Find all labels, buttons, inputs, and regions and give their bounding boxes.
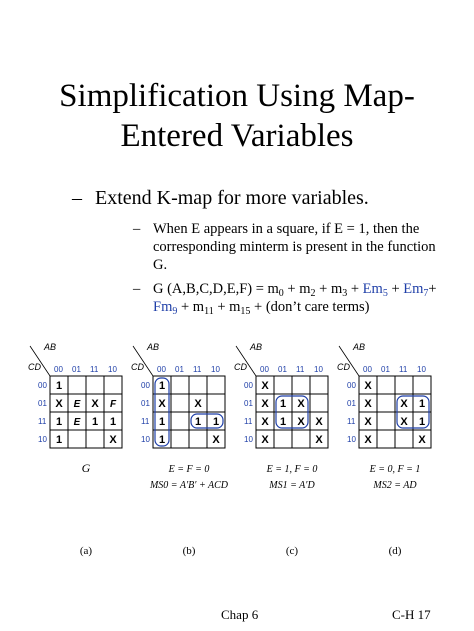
kmap-col-code: 01 xyxy=(278,365,287,374)
kmap-cell xyxy=(68,430,86,448)
kmap-subfigure-tag: (b) xyxy=(182,545,196,557)
kmap-col-label: AB xyxy=(44,342,57,352)
expr-subscript: 15 xyxy=(240,306,251,317)
kmap-row-code: 10 xyxy=(347,435,356,444)
kmap-col-code: 00 xyxy=(363,365,372,374)
kmap-row-code: 11 xyxy=(38,417,47,426)
kmap-col-label: AB xyxy=(147,342,160,352)
kmap-row-label: CD xyxy=(131,362,144,372)
kmap-cell xyxy=(68,376,86,394)
kmap-cell-value: 1 xyxy=(212,416,220,428)
kmap-cell-value: E xyxy=(73,417,81,428)
expr-subscript: 7 xyxy=(423,288,429,299)
kmap-cell xyxy=(171,376,189,394)
kmap-caption: G xyxy=(81,461,91,475)
kmap-cell-value: 1 xyxy=(418,416,426,428)
kmap-cell xyxy=(413,376,431,394)
footer-page: C-H 17 xyxy=(392,607,431,622)
function-g-expression xyxy=(133,280,453,316)
kmap-row-code: 01 xyxy=(141,399,150,408)
kmap-subfigure-tag: (c) xyxy=(285,545,299,557)
subbullet-when-e xyxy=(133,220,453,274)
kmap-cell xyxy=(274,430,292,448)
kmap-cell-value: 1 xyxy=(109,416,117,428)
expr-part: G (A,B,C,D,E,F) = m xyxy=(153,281,279,297)
kmap-cell xyxy=(274,376,292,394)
kmap-minimal-sum: MS0 = A′B′ + ACD xyxy=(149,480,229,491)
kmap-col-code: 10 xyxy=(417,365,426,374)
expr-em7: Em xyxy=(403,281,424,297)
expr-subscript: 3 xyxy=(342,288,348,299)
kmap-caption: E = 0, F = 1 xyxy=(369,464,421,475)
kmap-cell-value: X xyxy=(315,434,323,446)
kmap-cell-value: 1 xyxy=(158,380,166,392)
kmap-row-code: 10 xyxy=(38,435,47,444)
kmap-cell xyxy=(310,376,328,394)
kmap-col-label: AB xyxy=(353,342,366,352)
kmap-row-code: 00 xyxy=(38,381,47,390)
kmap-minimal-sum: MS1 = A′D xyxy=(269,480,315,491)
kmap-row-code: 01 xyxy=(244,399,253,408)
kmap-cell xyxy=(86,430,104,448)
kmap-row-code: 01 xyxy=(347,399,356,408)
expr-part: + m xyxy=(177,299,205,315)
expr-part: + xyxy=(428,281,437,297)
kmap-cell xyxy=(395,430,413,448)
expr-subscript: 9 xyxy=(172,306,178,317)
kmap-row-code: 11 xyxy=(347,417,356,426)
kmap-cell xyxy=(104,376,122,394)
kmap-subfigure-tag: (d) xyxy=(388,545,402,557)
expr-part: + m xyxy=(213,299,241,315)
kmap-cell xyxy=(207,394,225,412)
kmap-cell-value: X xyxy=(364,398,372,410)
kmap-col-code: 00 xyxy=(260,365,269,374)
kmap-col-code: 11 xyxy=(193,365,202,374)
bullet-extend-text: Extend K-map for more variables. xyxy=(95,187,369,209)
expr-subscript: 5 xyxy=(382,288,388,299)
expr-subscript: 0 xyxy=(278,288,284,299)
title-line-2: Entered Variables xyxy=(120,118,354,154)
kmap-cell-value: X xyxy=(418,434,426,446)
kmap-cell xyxy=(86,376,104,394)
kmap-row-code: 01 xyxy=(38,399,47,408)
kmap-cell xyxy=(171,394,189,412)
kmap-cell xyxy=(292,430,310,448)
expr-em5: Em xyxy=(362,281,383,297)
kmap-cell xyxy=(171,430,189,448)
kmap-cell xyxy=(171,412,189,430)
kmap-row-code: 10 xyxy=(141,435,150,444)
kmap-cell-value: 1 xyxy=(55,380,63,392)
kmap-subfigure-tag: (a) xyxy=(79,545,93,557)
kmap-cell-value: X xyxy=(261,398,269,410)
kmap-cell xyxy=(310,394,328,412)
slide-title xyxy=(0,76,474,156)
kmap-cell-value: 1 xyxy=(91,416,99,428)
kmap-row-label: CD xyxy=(234,362,247,372)
kmap-cell-value: X xyxy=(297,398,305,410)
kmap-cell-value: X xyxy=(261,416,269,428)
expr-part: + m xyxy=(283,281,311,297)
kmap-cell-value: F xyxy=(109,399,117,410)
kmap-cell-value: X xyxy=(364,416,372,428)
expr-fm9: Fm xyxy=(153,299,173,315)
kmap-col-code: 11 xyxy=(296,365,305,374)
kmap-col-code: 10 xyxy=(314,365,323,374)
bullet-extend xyxy=(72,187,369,210)
kmap-cell xyxy=(377,376,395,394)
kmap-row-code: 00 xyxy=(347,381,356,390)
kmap-col-code: 11 xyxy=(90,365,99,374)
kmap-cell-value: X xyxy=(315,416,323,428)
kmap-cell-value: X xyxy=(297,416,305,428)
kmap-cell-value: 1 xyxy=(194,416,202,428)
kmap-col-code: 10 xyxy=(108,365,117,374)
title-line-1: Simplification Using Map- xyxy=(59,78,415,114)
kmap-row-code: 00 xyxy=(244,381,253,390)
kmap-caption: E = F = 0 xyxy=(168,464,210,475)
kmap-cell-value: X xyxy=(261,434,269,446)
kmap-col-code: 00 xyxy=(54,365,63,374)
kmap-cell-value: 1 xyxy=(55,434,63,446)
kmap-cell-value: X xyxy=(364,434,372,446)
kmap-row-code: 11 xyxy=(141,417,150,426)
expr-subscript: 11 xyxy=(204,306,214,317)
expr-part: + xyxy=(347,281,363,297)
bullet-dash: – xyxy=(72,187,82,209)
kmap-row-code: 00 xyxy=(141,381,150,390)
kmap-cell-value: 1 xyxy=(279,398,287,410)
kmap-cell xyxy=(207,376,225,394)
kmap-cell xyxy=(377,394,395,412)
kmap-cell xyxy=(395,376,413,394)
kmap-cell-value: X xyxy=(109,434,117,446)
kmap-cell-value: 1 xyxy=(279,416,287,428)
kmap-cell-value: X xyxy=(400,416,408,428)
kmap-cell xyxy=(189,376,207,394)
subbullet-when-e-text: When E appears in a square, if E = 1, then the corresponding minterm is present in the function G. xyxy=(153,221,436,273)
kmap-row-code: 11 xyxy=(244,417,253,426)
kmap-col-code: 01 xyxy=(72,365,81,374)
kmap-cell-value: E xyxy=(73,399,81,410)
kmap-cell-value: 1 xyxy=(158,434,166,446)
subbullet-dash: – xyxy=(133,221,141,237)
subbullet-function-g xyxy=(133,280,453,316)
kmap-col-code: 01 xyxy=(381,365,390,374)
kmap-cell-value: X xyxy=(158,398,166,410)
kmap-cell xyxy=(292,376,310,394)
expr-part: + xyxy=(387,281,404,297)
kmap-row-label: CD xyxy=(28,362,41,372)
kmap-cell xyxy=(377,430,395,448)
kmap-col-code: 00 xyxy=(157,365,166,374)
kmap-cell-value: 1 xyxy=(158,416,166,428)
kmap-col-code: 01 xyxy=(175,365,184,374)
expr-part: + m xyxy=(315,281,343,297)
kmap-caption: E = 1, F = 0 xyxy=(266,464,318,475)
kmap-figure xyxy=(28,338,448,578)
kmap-cell-value: X xyxy=(91,398,99,410)
kmap-cell-value: X xyxy=(261,380,269,392)
kmap-minimal-sum: MS2 = AD xyxy=(373,480,417,491)
kmap-col-code: 11 xyxy=(399,365,408,374)
kmap-col-label: AB xyxy=(250,342,263,352)
footer-chapter: Chap 6 xyxy=(221,607,259,622)
subbullet-dash: – xyxy=(133,281,141,297)
expr-part: + (don’t care terms) xyxy=(250,299,370,315)
kmap-cell-value: X xyxy=(55,398,63,410)
kmap-cell-value: X xyxy=(212,434,220,446)
kmap-cell-value: 1 xyxy=(418,398,426,410)
kmap-cell-value: 1 xyxy=(55,416,63,428)
kmap-cell xyxy=(377,412,395,430)
kmap-cell-value: X xyxy=(400,398,408,410)
kmap-row-label: CD xyxy=(337,362,350,372)
kmap-cell xyxy=(189,430,207,448)
expr-subscript: 2 xyxy=(310,288,316,299)
kmap-cell-value: X xyxy=(364,380,372,392)
kmap-row-code: 10 xyxy=(244,435,253,444)
kmap-cell-value: X xyxy=(194,398,202,410)
kmap-col-code: 10 xyxy=(211,365,220,374)
